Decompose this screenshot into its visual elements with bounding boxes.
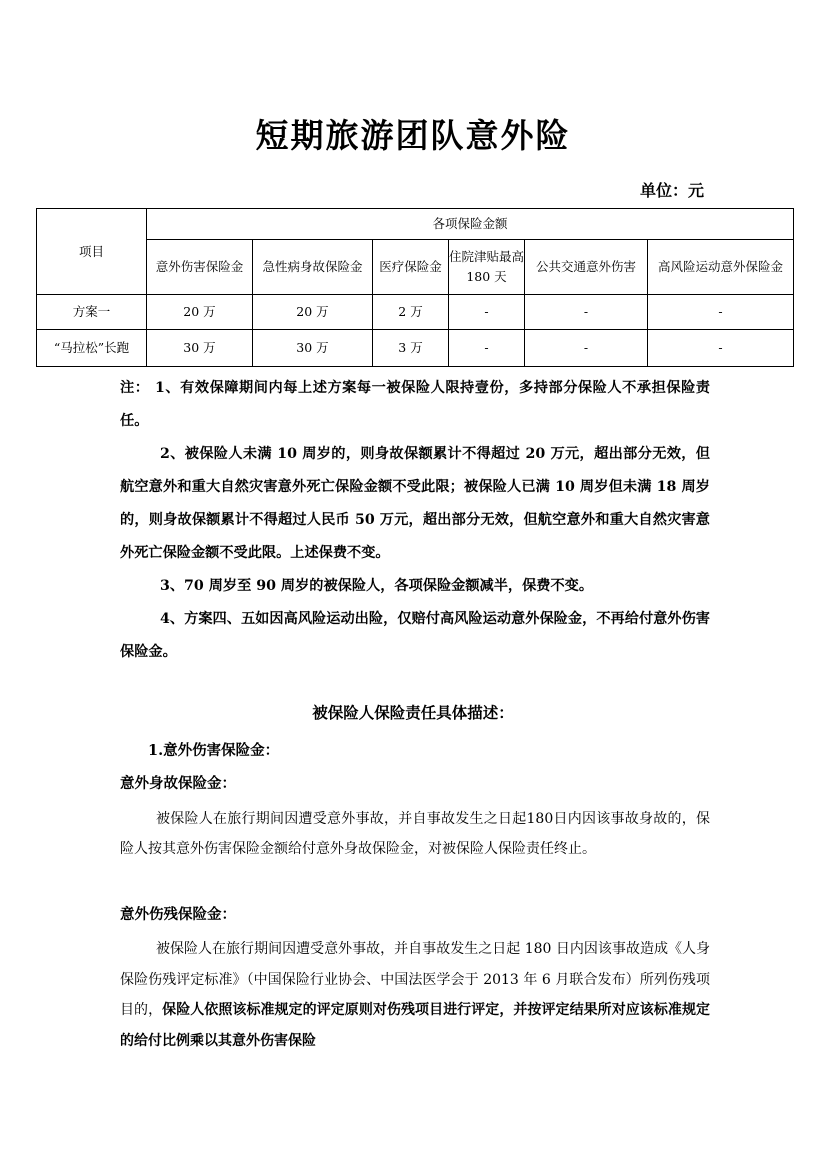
death-benefit-text [120,804,710,864]
notes-block [120,372,710,669]
note-2: 2、被保险人未满 10 周岁的，则身故保额累计不得超过 20 万元，超出部分无效，但航空意外和重大自然灾害意外死亡保险金额不受此限；被保险人已满 10 周岁但未满 18 周岁的，则身故保额累计不得超过人民币 50 万元，超出部分无效，但航空意外和重大自然灾害意外死亡保险金额不受此限。上述保费不变。 [120,446,710,561]
disability-benefit-paragraph [120,934,710,1056]
column-header: 公共交通意外伤害 [525,240,648,295]
row-name: “马拉松”长跑 [37,330,147,367]
note-3: 3、70 周岁至 90 周岁的被保险人，各项保险金额减半，保费不变。 [160,578,594,594]
table-cell: 20 万 [253,295,373,330]
row-name: 方案一 [37,295,147,330]
sub-heading: 1.意外伤害保险金： [148,742,280,759]
document-title: 短期旅游团队意外险 [255,116,571,155]
table-cell: 30 万 [253,330,373,367]
item-header: 项目 [37,209,147,295]
column-header: 医疗保险金 [373,240,449,295]
table-cell: 2 万 [373,295,449,330]
group-header: 各项保险金额 [147,209,794,240]
column-header: 高风险运动意外保险金 [648,240,794,295]
table-cell: 20 万 [147,295,253,330]
table-row [37,295,794,330]
table-cell: - [648,330,794,367]
death-benefit-heading: 意外身故保险金： [120,775,236,792]
note-1: 注： 1、有效保障期间内每上述方案每一被保险人限持壹份，多持部分保险人不承担保险责任。 [120,380,710,429]
column-header: 急性病身故保险金 [253,240,373,295]
death-benefit-paragraph: 被保险人在旅行期间因遭受意外事故，并自事故发生之日起180日内因该事故身故的，保险人按其意外伤害保险金额给付意外身故保险金，对被保险人保险责任终止。 [120,811,710,857]
disability-text-bold: 保险人依照该标准规定的评定原则对伤残项目进行评定，并按评定结果所对应该标准规定的给付比例乘以其意外伤害保险 [120,1002,711,1049]
disability-benefit-text [120,934,710,1056]
table-cell: - [449,295,525,330]
note-4: 4、方案四、五如因高风险运动出险，仅赔付高风险运动意外保险金，不再给付意外伤害保险金。 [120,611,710,660]
column-header: 意外伤害保险金 [147,240,253,295]
section-title: 被保险人保险责任具体描述： [312,704,514,722]
column-header: 住院津贴最高 180 天 [449,240,525,295]
table-cell: - [525,330,648,367]
coverage-table [36,208,794,367]
table-cell: - [525,295,648,330]
disability-text-normal: 被保险人在旅行期间因遭受意外事故，并自事故发生之日起 180 日内因该事故造成《人身保险伤残评定标准》（中国保险行业协会、中国法医学会于 2013 年 6 月联合发布）所列伤残项目的， [120,941,710,1018]
unit-label: 单位：元 [639,181,704,200]
table-cell: - [648,295,794,330]
table-cell: - [449,330,525,367]
disability-benefit-heading: 意外伤残保险金： [120,906,236,923]
table-cell: 30 万 [147,330,253,367]
table-cell: 3 万 [373,330,449,367]
table-row [37,330,794,367]
